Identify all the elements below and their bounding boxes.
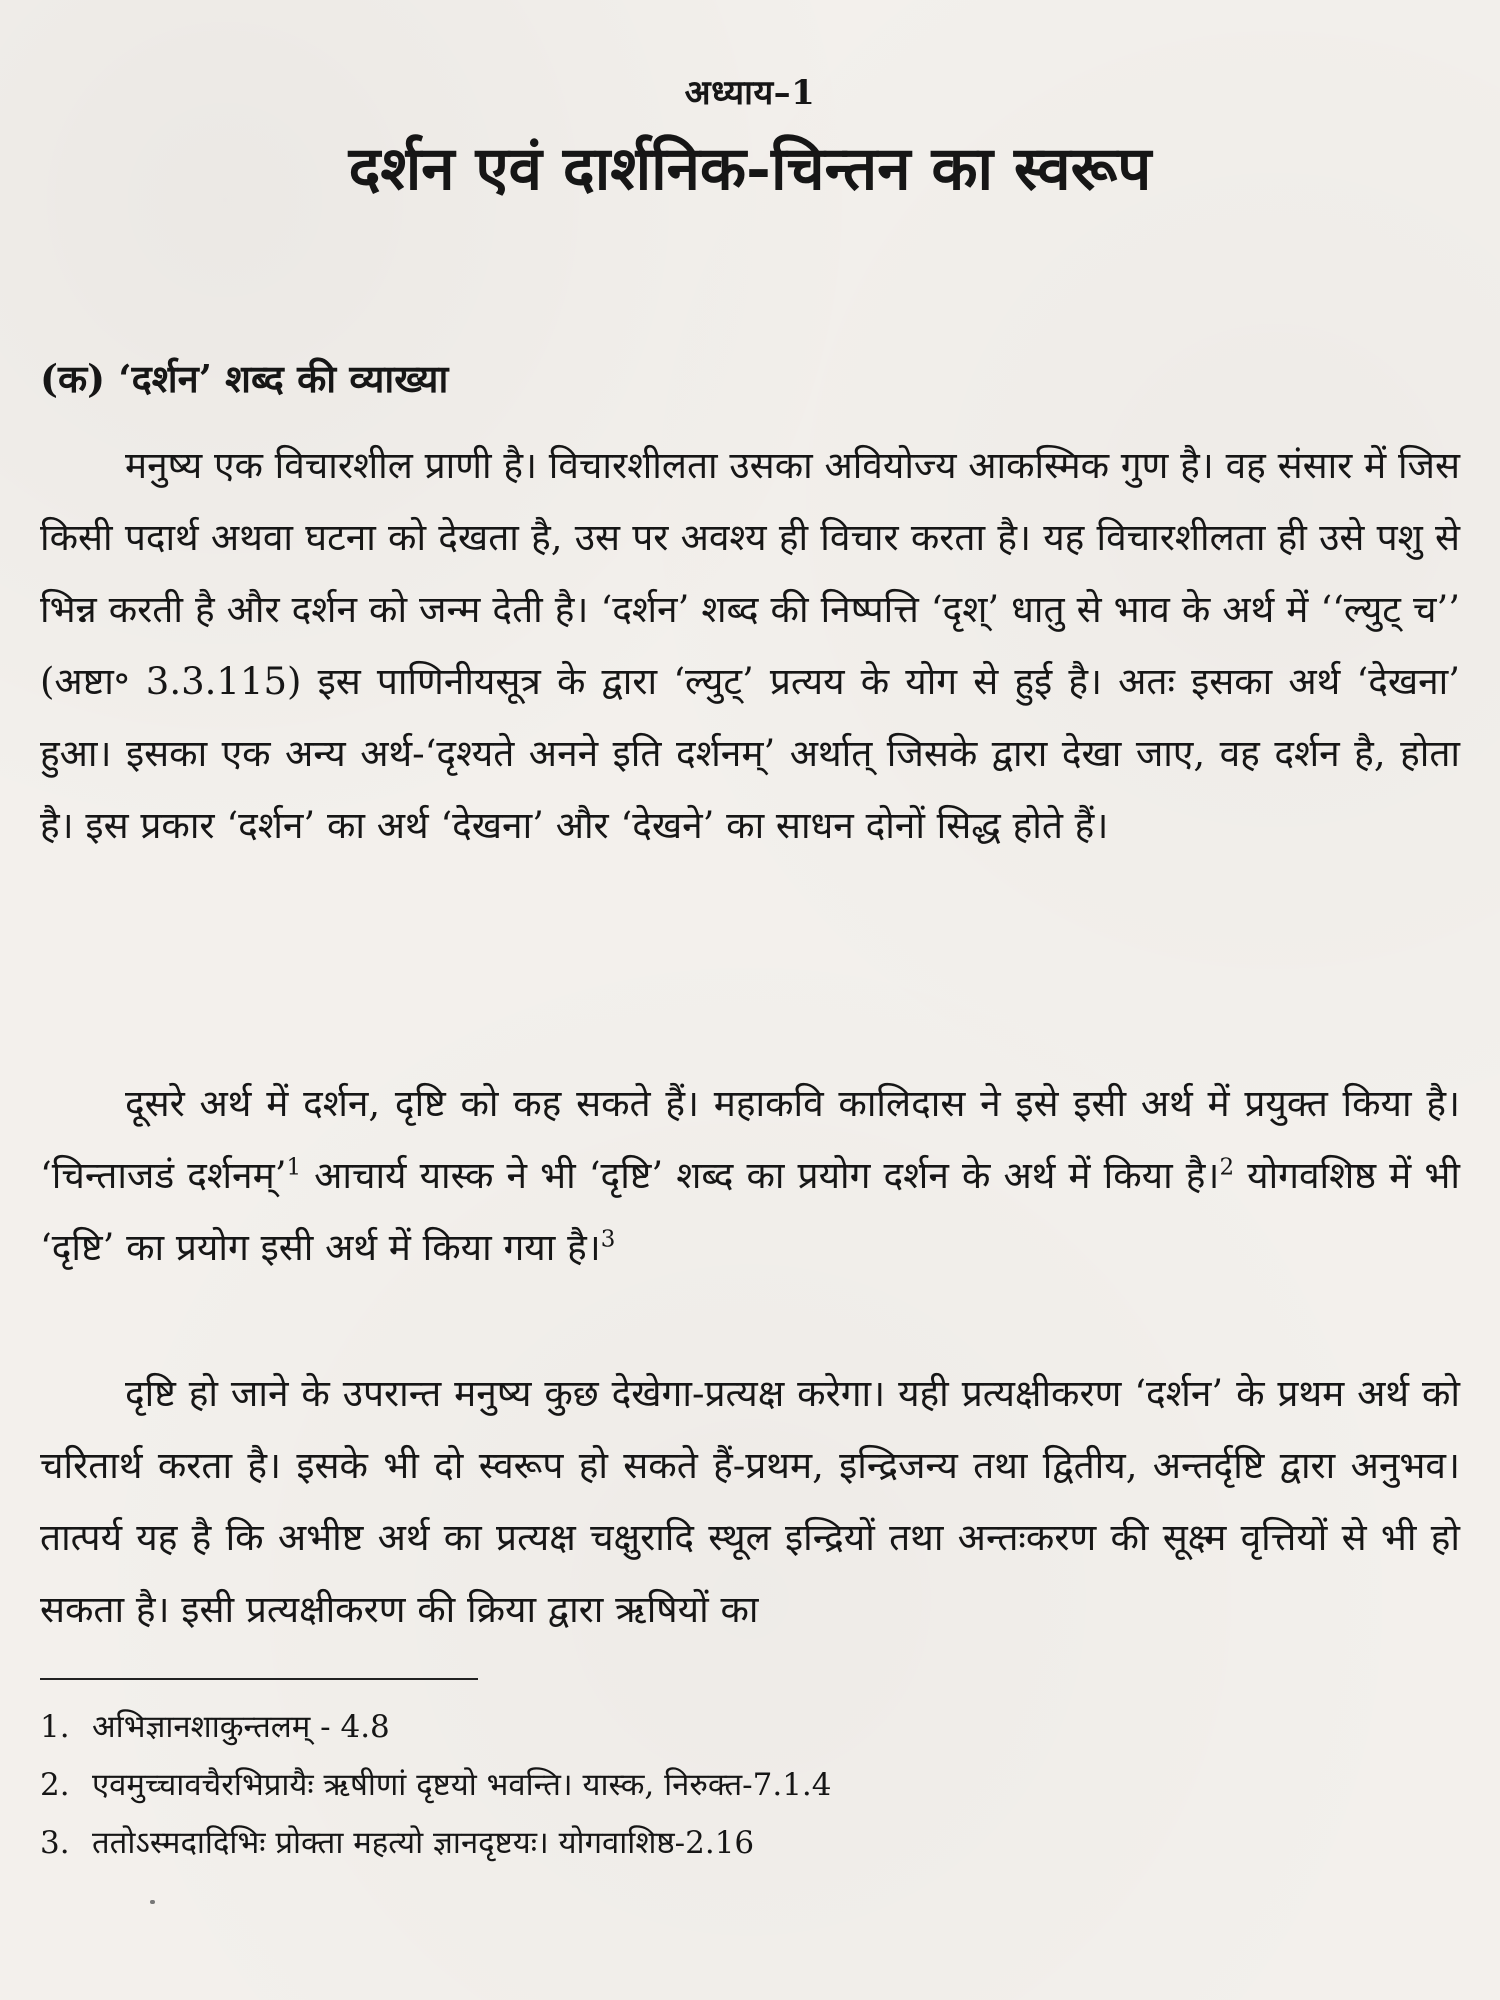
paragraph-1 (40, 430, 1460, 862)
footnote-2-text: एवमुच्चावचैरभिप्रायैः ऋषीणां दृष्टयो भवन्ति। यास्क, निरुक्त-7.1.4 (92, 1767, 832, 1803)
footnote-2 (40, 1756, 1460, 1814)
paragraph-1-text: मनुष्य एक विचारशील प्राणी है। विचारशीलता उसका अवियोज्य आकस्मिक गुण है। वह संसार में जिस किसी पदार्थ अथवा घटना को देखता है, उस पर अवश्य ही विचार करता है। यह विचारशीलता ही उसे पशु से भिन्न करती है और दर्शन को जन्म देती है। ‘दर्शन’ शब्द की निष्पत्ति ‘दृश्’ धातु से भाव के अर्थ में ‘‘ल्युट् च’’ (अष्टा॰ 3.3.115) इस पाणिनीयसूत्र के द्वारा ‘ल्युट्’ प्रत्यय के योग से हुई है। अतः इसका अर्थ ‘देखना’ हुआ। इसका एक अन्य अर्थ-‘दृश्यते अनने इति दर्शनम्’ अर्थात् जिसके द्वारा देखा जाए, वह दर्शन है, होता है। इस प्रकार ‘दर्शन’ का अर्थ ‘देखना’ और ‘देखने’ का साधन दोनों सिद्ध होते हैं। (40, 444, 1461, 847)
footnote-1 (40, 1698, 1460, 1756)
footnote-ref-1: 1 (286, 1154, 302, 1181)
paragraph-3 (40, 1358, 1460, 1646)
footnote-3-number: 3. (40, 1825, 70, 1861)
section-heading: (क) ‘दर्शन’ शब्द की व्याख्या (40, 356, 449, 401)
paragraph-2-part-2: आचार्य यास्क ने भी ‘दृष्टि’ शब्द का प्रयोग दर्शन के अर्थ में किया है। (301, 1154, 1220, 1197)
footnote-divider (40, 1678, 478, 1680)
footnote-1-number: 1. (40, 1709, 70, 1745)
footnote-ref-2: 2 (1219, 1154, 1235, 1181)
paragraph-2 (40, 1068, 1460, 1284)
page-speck (150, 1900, 155, 1904)
footnote-1-text: अभिज्ञानशाकुन्तलम् - 4.8 (92, 1709, 390, 1745)
footnote-3 (40, 1814, 1460, 1872)
footnotes (40, 1698, 1460, 1872)
footnote-ref-3: 3 (600, 1226, 616, 1253)
paragraph-2-part-3: योगवशिष्ठ में भी ‘दृष्टि’ का प्रयोग इसी अर्थ में किया गया है। (40, 1154, 1460, 1269)
chapter-title: दर्शन एवं दार्शनिक-चिन्तन का स्वरूप (348, 134, 1152, 204)
footnote-2-number: 2. (40, 1767, 70, 1803)
footnote-3-text: ततोऽस्मदादिभिः प्रोक्ता महत्यो ज्ञानदृष्टयः। योगवाशिष्ठ-2.16 (92, 1825, 755, 1861)
chapter-label: अध्याय–1 (684, 73, 816, 113)
paragraph-3-text: दृष्टि हो जाने के उपरान्त मनुष्य कुछ देखेगा-प्रत्यक्ष करेगा। यही प्रत्यक्षीकरण ‘दर्शन’ के प्रथम अर्थ को चरितार्थ करता है। इसके भी दो स्वरूप हो सकते हैं-प्रथम, इन्द्रिजन्य तथा द्वितीय, अन्तर्दृष्टि द्वारा अनुभव। तात्पर्य यह है कि अभीष्ट अर्थ का प्रत्यक्ष चक्षुरादि स्थूल इन्द्रियों तथा अन्तःकरण की सूक्ष्म वृत्तियों से भी हो सकता है। इसी प्रत्यक्षीकरण की क्रिया द्वारा ऋषियों का (40, 1372, 1461, 1631)
paragraph-2-part-1: दूसरे अर्थ में दर्शन, दृष्टि को कह सकते हैं। महाकवि कालिदास ने इसे इसी अर्थ में प्रयुक्त किया है। ‘चिन्ताजडं दर्शनम्’ (40, 1082, 1460, 1197)
